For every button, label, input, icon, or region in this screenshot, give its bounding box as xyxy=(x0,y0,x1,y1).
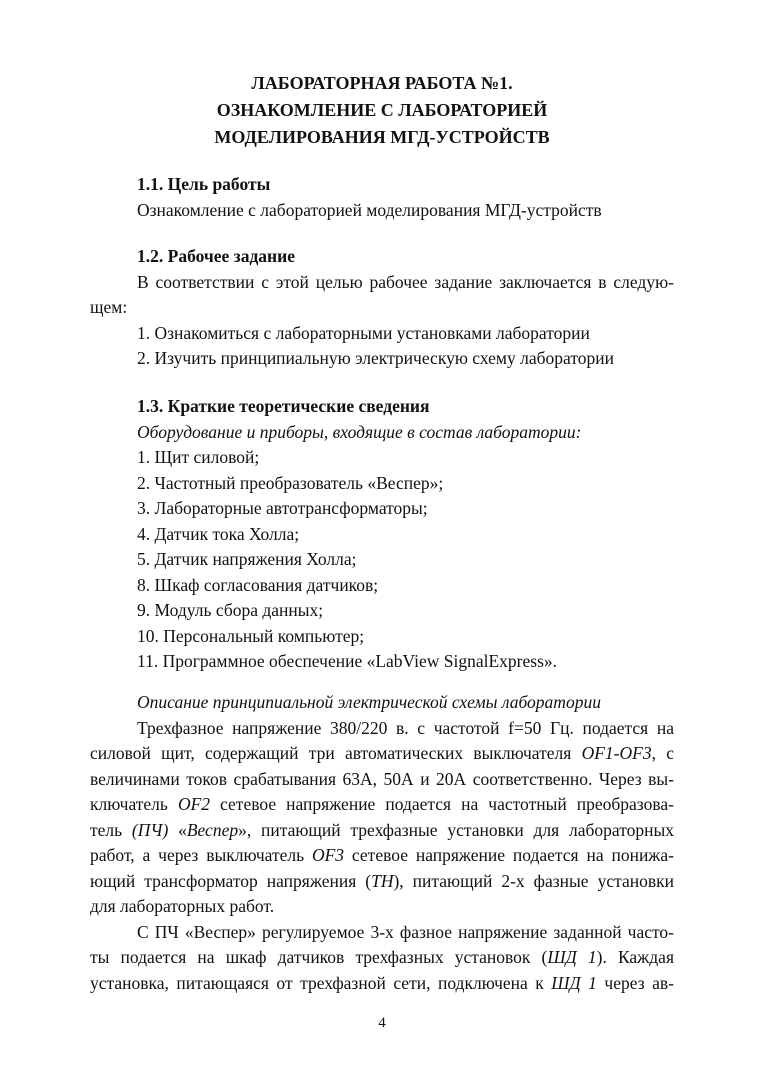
text-run: ), питающий 2-х фазные установки xyxy=(393,870,674,891)
text-run: через ав- xyxy=(596,972,674,993)
paragraph-line xyxy=(90,818,674,844)
text-run: ШД 1 xyxy=(551,972,597,993)
paragraph-line xyxy=(90,741,674,767)
section-heading: 1.1. Цель работы xyxy=(137,174,271,194)
text-run: OF3 xyxy=(311,845,345,865)
text-run: », питающий трехфазные установки для лабораторных xyxy=(238,819,675,840)
title-line-1: ЛАБОРАТОРНАЯ РАБОТА №1. xyxy=(251,73,513,93)
text-run: ШД 1 xyxy=(547,947,597,967)
text-run: работ, а через выключатель xyxy=(90,845,312,865)
paragraph-line xyxy=(90,792,674,818)
text-run: (ПЧ) xyxy=(131,819,169,840)
text-run: OF1-OF3 xyxy=(581,743,652,763)
section-heading: 1.3. Краткие теоретические сведения xyxy=(137,396,430,416)
paragraph-line: С ПЧ «Веспер» регулируемое 3-х фазное напряжение заданной часто- xyxy=(137,921,674,942)
paragraph-line: для лабораторных работ. xyxy=(90,896,275,916)
text-run: ющий трансформатор напряжения ( xyxy=(90,870,372,891)
paragraph-line xyxy=(90,945,674,971)
list-item: 8. Шкаф согласования датчиков; xyxy=(137,574,379,595)
paragraph-line xyxy=(90,843,674,869)
text-run: силовой щит, содержащий три автоматических выключателя xyxy=(90,743,582,763)
text-run: , с xyxy=(651,743,674,763)
title-line-2: ОЗНАКОМЛЕНИЕ С ЛАБОРАТОРИЕЙ xyxy=(216,100,548,120)
text-run: ты подается на шкаф датчиков трехфазных установок ( xyxy=(90,947,548,967)
text-run: установка, питающаяся от трехфазной сети, подключена к xyxy=(90,972,552,993)
paragraph-line: Трехфазное напряжение 380/220 в. с частотой f=50 Гц. подается на xyxy=(137,717,674,738)
text-run: сетевое напряжение подается на частотный преобразова- xyxy=(210,794,674,814)
document-title xyxy=(90,70,674,151)
paragraph-line xyxy=(90,869,674,895)
section-task xyxy=(90,244,674,372)
list-item: 5. Датчик напряжения Холла; xyxy=(137,549,357,569)
text-run: сетевое напряжение подается на понижа- xyxy=(344,845,674,865)
section-heading: 1.2. Рабочее задание xyxy=(137,246,295,266)
list-item: 11. Программное обеспечение «LabView SignalExpress». xyxy=(137,651,558,671)
section-goal xyxy=(90,172,674,223)
list-item: 9. Модуль сбора данных; xyxy=(137,600,324,620)
list-item: 2. Изучить принципиальную электрическую схему лаборатории xyxy=(137,348,614,368)
list-item: 1. Щит силовой; xyxy=(137,447,260,467)
text-run: тель xyxy=(90,819,132,840)
list-item: 1. Ознакомиться с лабораторными установками лаборатории xyxy=(137,322,590,343)
title-line-3: МОДЕЛИРОВАНИЯ МГД-УСТРОЙСТВ xyxy=(214,127,550,147)
text-run: Веспер xyxy=(186,819,239,840)
section-subheading: Описание принципиальной электрической схемы лаборатории xyxy=(137,692,601,712)
text-run: ). Каждая xyxy=(596,947,674,967)
page-number: 4 xyxy=(378,1015,386,1031)
paragraph-line: величинами токов срабатывания 63А, 50А и 20А соответственно. Через вы- xyxy=(90,768,674,789)
list-item: 3. Лабораторные автотрансформаторы; xyxy=(137,498,428,518)
text-run: OF2 xyxy=(177,794,211,814)
section-text: Ознакомление с лабораторией моделирования МГД-устройств xyxy=(137,199,602,220)
section-subheading: Оборудование и приборы, входящие в состав лаборатории: xyxy=(137,421,582,442)
list-item: 4. Датчик тока Холла; xyxy=(137,523,300,544)
text-run: ключатель xyxy=(90,794,178,814)
section-description xyxy=(90,690,674,996)
text-run: ТН xyxy=(371,870,394,891)
paragraph-line xyxy=(90,971,674,997)
section-theory xyxy=(90,394,674,675)
paragraph-line: щем: xyxy=(90,297,128,317)
text-run: « xyxy=(168,819,187,840)
list-item: 10. Персональный компьютер; xyxy=(137,625,365,646)
list-item: 2. Частотный преобразователь «Веспер»; xyxy=(137,472,444,493)
paragraph-line: В соответствии с этой целью рабочее задание заключается в следую- xyxy=(137,271,674,292)
